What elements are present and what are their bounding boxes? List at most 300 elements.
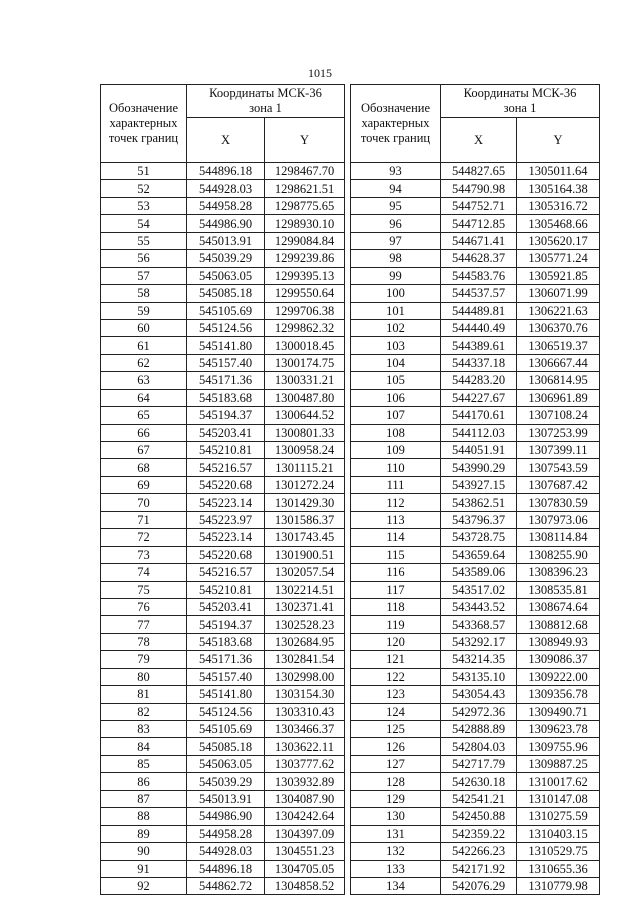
point-number-cell: 115 bbox=[351, 546, 441, 563]
y-coordinate-cell: 1310779.98 bbox=[517, 877, 600, 894]
x-coordinate-cell: 544928.03 bbox=[187, 180, 265, 197]
x-coordinate-cell: 543517.02 bbox=[441, 581, 517, 598]
point-number-cell: 92 bbox=[101, 877, 187, 894]
y-coordinate-cell: 1305620.17 bbox=[517, 232, 600, 249]
table-row bbox=[101, 407, 345, 424]
table-row bbox=[101, 773, 345, 790]
table-row bbox=[101, 564, 345, 581]
designation-header: Обозначение характерных точек границ bbox=[101, 85, 187, 163]
y-coordinate-cell: 1307253.99 bbox=[517, 424, 600, 441]
point-number-cell: 69 bbox=[101, 476, 187, 493]
y-coordinate-cell: 1309755.96 bbox=[517, 738, 600, 755]
point-number-cell: 74 bbox=[101, 564, 187, 581]
x-coordinate-cell: 543368.57 bbox=[441, 616, 517, 633]
table-row bbox=[351, 372, 600, 389]
y-coordinate-cell: 1303466.37 bbox=[265, 721, 345, 738]
table-row bbox=[351, 668, 600, 685]
y-header: Y bbox=[517, 118, 600, 163]
point-number-cell: 98 bbox=[351, 250, 441, 267]
y-coordinate-cell: 1307543.59 bbox=[517, 459, 600, 476]
table-row bbox=[101, 285, 345, 302]
table-row bbox=[351, 442, 600, 459]
table-row bbox=[101, 877, 345, 894]
y-coordinate-cell: 1302684.95 bbox=[265, 633, 345, 650]
table-row bbox=[351, 407, 600, 424]
point-number-cell: 124 bbox=[351, 703, 441, 720]
x-coordinate-cell: 545183.68 bbox=[187, 633, 265, 650]
table-row bbox=[101, 354, 345, 371]
x-coordinate-cell: 545157.40 bbox=[187, 354, 265, 371]
x-coordinate-cell: 545141.80 bbox=[187, 686, 265, 703]
coordinates-system-label: Координаты МСК-36 bbox=[209, 86, 322, 100]
x-coordinate-cell: 545183.68 bbox=[187, 389, 265, 406]
x-coordinate-cell: 542888.89 bbox=[441, 721, 517, 738]
y-coordinate-cell: 1306221.63 bbox=[517, 302, 600, 319]
y-coordinate-cell: 1305164.38 bbox=[517, 180, 600, 197]
table-body-right bbox=[351, 163, 600, 895]
coordinates-zone-label: зона 1 bbox=[503, 101, 537, 115]
table-row bbox=[351, 686, 600, 703]
table-row bbox=[351, 598, 600, 615]
y-coordinate-cell: 1309887.25 bbox=[517, 755, 600, 772]
x-coordinate-cell: 544489.81 bbox=[441, 302, 517, 319]
point-number-cell: 84 bbox=[101, 738, 187, 755]
x-coordinate-cell: 544628.37 bbox=[441, 250, 517, 267]
point-number-cell: 133 bbox=[351, 860, 441, 877]
table-row bbox=[351, 250, 600, 267]
x-coordinate-cell: 542076.29 bbox=[441, 877, 517, 894]
x-coordinate-cell: 544583.76 bbox=[441, 267, 517, 284]
page-number: 1015 bbox=[308, 66, 332, 80]
y-coordinate-cell: 1299084.84 bbox=[265, 232, 345, 249]
point-number-cell: 113 bbox=[351, 511, 441, 528]
point-number-cell: 121 bbox=[351, 651, 441, 668]
point-number-cell: 130 bbox=[351, 808, 441, 825]
point-number-cell: 88 bbox=[101, 808, 187, 825]
point-number-cell: 128 bbox=[351, 773, 441, 790]
y-coordinate-cell: 1300018.45 bbox=[265, 337, 345, 354]
x-coordinate-cell: 544752.71 bbox=[441, 197, 517, 214]
point-number-cell: 99 bbox=[351, 267, 441, 284]
y-coordinate-cell: 1306961.89 bbox=[517, 389, 600, 406]
y-coordinate-cell: 1300174.75 bbox=[265, 354, 345, 371]
y-coordinate-cell: 1302841.54 bbox=[265, 651, 345, 668]
x-coordinate-cell: 545220.68 bbox=[187, 476, 265, 493]
table-row bbox=[351, 721, 600, 738]
point-number-cell: 78 bbox=[101, 633, 187, 650]
x-coordinate-cell: 544170.61 bbox=[441, 407, 517, 424]
x-coordinate-cell: 545210.81 bbox=[187, 442, 265, 459]
point-number-cell: 80 bbox=[101, 668, 187, 685]
point-number-cell: 76 bbox=[101, 598, 187, 615]
x-coordinate-cell: 545063.05 bbox=[187, 755, 265, 772]
point-number-cell: 81 bbox=[101, 686, 187, 703]
y-coordinate-cell: 1300331.21 bbox=[265, 372, 345, 389]
point-number-cell: 61 bbox=[101, 337, 187, 354]
point-number-cell: 70 bbox=[101, 494, 187, 511]
table-row bbox=[351, 511, 600, 528]
point-number-cell: 72 bbox=[101, 529, 187, 546]
point-number-cell: 64 bbox=[101, 389, 187, 406]
point-number-cell: 119 bbox=[351, 616, 441, 633]
table-row bbox=[351, 424, 600, 441]
y-coordinate-cell: 1302214.51 bbox=[265, 581, 345, 598]
x-coordinate-cell: 544827.65 bbox=[441, 163, 517, 180]
x-coordinate-cell: 543862.51 bbox=[441, 494, 517, 511]
point-number-cell: 96 bbox=[351, 215, 441, 232]
table-row bbox=[101, 546, 345, 563]
x-header: X bbox=[187, 118, 265, 163]
x-coordinate-cell: 544537.57 bbox=[441, 285, 517, 302]
x-coordinate-cell: 544986.90 bbox=[187, 808, 265, 825]
table-row bbox=[351, 494, 600, 511]
coordinates-zone-label: зона 1 bbox=[249, 101, 282, 115]
coordinates-header bbox=[441, 85, 600, 118]
point-number-cell: 111 bbox=[351, 476, 441, 493]
x-coordinate-cell: 542630.18 bbox=[441, 773, 517, 790]
x-coordinate-cell: 542541.21 bbox=[441, 790, 517, 807]
x-coordinate-cell: 544896.18 bbox=[187, 163, 265, 180]
table-row bbox=[101, 250, 345, 267]
table-row bbox=[351, 285, 600, 302]
y-coordinate-cell: 1308535.81 bbox=[517, 581, 600, 598]
point-number-cell: 57 bbox=[101, 267, 187, 284]
point-number-cell: 95 bbox=[351, 197, 441, 214]
y-coordinate-cell: 1309086.37 bbox=[517, 651, 600, 668]
x-coordinate-cell: 542171.92 bbox=[441, 860, 517, 877]
table-row bbox=[101, 302, 345, 319]
coordinates-table-right bbox=[350, 84, 600, 895]
point-number-cell: 117 bbox=[351, 581, 441, 598]
y-coordinate-cell: 1305011.64 bbox=[517, 163, 600, 180]
x-coordinate-cell: 543659.64 bbox=[441, 546, 517, 563]
y-coordinate-cell: 1305316.72 bbox=[517, 197, 600, 214]
y-coordinate-cell: 1310529.75 bbox=[517, 843, 600, 860]
x-coordinate-cell: 544958.28 bbox=[187, 197, 265, 214]
x-coordinate-cell: 545063.05 bbox=[187, 267, 265, 284]
x-coordinate-cell: 544112.03 bbox=[441, 424, 517, 441]
x-coordinate-cell: 545171.36 bbox=[187, 651, 265, 668]
x-coordinate-cell: 545171.36 bbox=[187, 372, 265, 389]
point-number-cell: 89 bbox=[101, 825, 187, 842]
y-coordinate-cell: 1302528.23 bbox=[265, 616, 345, 633]
point-number-cell: 54 bbox=[101, 215, 187, 232]
point-number-cell: 134 bbox=[351, 877, 441, 894]
y-coordinate-cell: 1310147.08 bbox=[517, 790, 600, 807]
table-row bbox=[351, 738, 600, 755]
point-number-cell: 52 bbox=[101, 180, 187, 197]
point-number-cell: 83 bbox=[101, 721, 187, 738]
y-coordinate-cell: 1302371.41 bbox=[265, 598, 345, 615]
y-coordinate-cell: 1299239.86 bbox=[265, 250, 345, 267]
point-number-cell: 100 bbox=[351, 285, 441, 302]
table-row bbox=[101, 755, 345, 772]
point-number-cell: 129 bbox=[351, 790, 441, 807]
table-row bbox=[101, 389, 345, 406]
table-row bbox=[101, 476, 345, 493]
point-number-cell: 102 bbox=[351, 319, 441, 336]
x-coordinate-cell: 545203.41 bbox=[187, 598, 265, 615]
x-coordinate-cell: 545085.18 bbox=[187, 738, 265, 755]
table-row bbox=[351, 319, 600, 336]
y-coordinate-cell: 1303154.30 bbox=[265, 686, 345, 703]
x-coordinate-cell: 542717.79 bbox=[441, 755, 517, 772]
x-coordinate-cell: 544986.90 bbox=[187, 215, 265, 232]
y-coordinate-cell: 1301743.45 bbox=[265, 529, 345, 546]
table-row bbox=[351, 197, 600, 214]
table-row bbox=[101, 494, 345, 511]
table-row bbox=[351, 773, 600, 790]
table-row bbox=[101, 825, 345, 842]
point-number-cell: 73 bbox=[101, 546, 187, 563]
y-coordinate-cell: 1304242.64 bbox=[265, 808, 345, 825]
point-number-cell: 104 bbox=[351, 354, 441, 371]
y-coordinate-cell: 1301272.24 bbox=[265, 476, 345, 493]
designation-header: Обозначение характерных точек границ bbox=[351, 85, 441, 163]
x-coordinate-cell: 545216.57 bbox=[187, 564, 265, 581]
x-coordinate-cell: 545105.69 bbox=[187, 721, 265, 738]
x-coordinate-cell: 542359.22 bbox=[441, 825, 517, 842]
x-coordinate-cell: 545039.29 bbox=[187, 773, 265, 790]
table-row bbox=[351, 546, 600, 563]
point-number-cell: 120 bbox=[351, 633, 441, 650]
x-coordinate-cell: 545203.41 bbox=[187, 424, 265, 441]
point-number-cell: 90 bbox=[101, 843, 187, 860]
y-coordinate-cell: 1298775.65 bbox=[265, 197, 345, 214]
x-coordinate-cell: 545220.68 bbox=[187, 546, 265, 563]
point-number-cell: 116 bbox=[351, 564, 441, 581]
x-coordinate-cell: 545124.56 bbox=[187, 319, 265, 336]
x-coordinate-cell: 545194.37 bbox=[187, 616, 265, 633]
y-coordinate-cell: 1300958.24 bbox=[265, 442, 345, 459]
point-number-cell: 58 bbox=[101, 285, 187, 302]
table-row bbox=[351, 459, 600, 476]
x-header: X bbox=[441, 118, 517, 163]
x-coordinate-cell: 545013.91 bbox=[187, 232, 265, 249]
table-row bbox=[101, 686, 345, 703]
x-coordinate-cell: 545039.29 bbox=[187, 250, 265, 267]
table-row bbox=[101, 319, 345, 336]
table-row bbox=[101, 721, 345, 738]
y-coordinate-cell: 1308255.90 bbox=[517, 546, 600, 563]
table-row bbox=[101, 790, 345, 807]
y-coordinate-cell: 1306071.99 bbox=[517, 285, 600, 302]
table-row bbox=[101, 337, 345, 354]
x-coordinate-cell: 544440.49 bbox=[441, 319, 517, 336]
table-row bbox=[101, 197, 345, 214]
table-row bbox=[351, 581, 600, 598]
y-coordinate-cell: 1303310.43 bbox=[265, 703, 345, 720]
table-row bbox=[351, 529, 600, 546]
y-coordinate-cell: 1304858.52 bbox=[265, 877, 345, 894]
point-number-cell: 51 bbox=[101, 163, 187, 180]
table-row bbox=[351, 703, 600, 720]
x-coordinate-cell: 544896.18 bbox=[187, 860, 265, 877]
table-row bbox=[351, 616, 600, 633]
x-coordinate-cell: 544712.85 bbox=[441, 215, 517, 232]
table-row bbox=[101, 703, 345, 720]
table-row bbox=[351, 267, 600, 284]
table-row bbox=[351, 790, 600, 807]
x-coordinate-cell: 545223.14 bbox=[187, 529, 265, 546]
y-coordinate-cell: 1299862.32 bbox=[265, 319, 345, 336]
y-coordinate-cell: 1301115.21 bbox=[265, 459, 345, 476]
point-number-cell: 114 bbox=[351, 529, 441, 546]
y-coordinate-cell: 1307687.42 bbox=[517, 476, 600, 493]
y-coordinate-cell: 1308949.93 bbox=[517, 633, 600, 650]
point-number-cell: 86 bbox=[101, 773, 187, 790]
x-coordinate-cell: 543443.52 bbox=[441, 598, 517, 615]
table-row bbox=[351, 215, 600, 232]
coordinates-header bbox=[187, 85, 345, 118]
table-row bbox=[101, 616, 345, 633]
y-coordinate-cell: 1306814.95 bbox=[517, 372, 600, 389]
table-row bbox=[351, 180, 600, 197]
table-row bbox=[101, 808, 345, 825]
y-coordinate-cell: 1300487.80 bbox=[265, 389, 345, 406]
y-coordinate-cell: 1307108.24 bbox=[517, 407, 600, 424]
y-coordinate-cell: 1307830.59 bbox=[517, 494, 600, 511]
point-number-cell: 127 bbox=[351, 755, 441, 772]
y-coordinate-cell: 1306519.37 bbox=[517, 337, 600, 354]
point-number-cell: 93 bbox=[351, 163, 441, 180]
x-coordinate-cell: 543214.35 bbox=[441, 651, 517, 668]
point-number-cell: 77 bbox=[101, 616, 187, 633]
y-coordinate-cell: 1298467.70 bbox=[265, 163, 345, 180]
x-coordinate-cell: 542972.36 bbox=[441, 703, 517, 720]
y-coordinate-cell: 1307973.06 bbox=[517, 511, 600, 528]
y-coordinate-cell: 1304087.90 bbox=[265, 790, 345, 807]
x-coordinate-cell: 545223.14 bbox=[187, 494, 265, 511]
point-number-cell: 53 bbox=[101, 197, 187, 214]
point-number-cell: 91 bbox=[101, 860, 187, 877]
x-coordinate-cell: 545194.37 bbox=[187, 407, 265, 424]
y-coordinate-cell: 1305771.24 bbox=[517, 250, 600, 267]
y-header: Y bbox=[265, 118, 345, 163]
y-coordinate-cell: 1310655.36 bbox=[517, 860, 600, 877]
point-number-cell: 56 bbox=[101, 250, 187, 267]
point-number-cell: 59 bbox=[101, 302, 187, 319]
x-coordinate-cell: 545013.91 bbox=[187, 790, 265, 807]
point-number-cell: 68 bbox=[101, 459, 187, 476]
y-coordinate-cell: 1308812.68 bbox=[517, 616, 600, 633]
y-coordinate-cell: 1302998.00 bbox=[265, 668, 345, 685]
point-number-cell: 108 bbox=[351, 424, 441, 441]
table-row bbox=[351, 633, 600, 650]
y-coordinate-cell: 1304705.05 bbox=[265, 860, 345, 877]
table-row bbox=[351, 825, 600, 842]
y-coordinate-cell: 1303932.89 bbox=[265, 773, 345, 790]
table-row bbox=[101, 860, 345, 877]
table-row bbox=[351, 843, 600, 860]
y-coordinate-cell: 1308674.64 bbox=[517, 598, 600, 615]
y-coordinate-cell: 1309356.78 bbox=[517, 686, 600, 703]
point-number-cell: 82 bbox=[101, 703, 187, 720]
y-coordinate-cell: 1300644.52 bbox=[265, 407, 345, 424]
y-coordinate-cell: 1299395.13 bbox=[265, 267, 345, 284]
table-row bbox=[351, 302, 600, 319]
x-coordinate-cell: 544337.18 bbox=[441, 354, 517, 371]
point-number-cell: 65 bbox=[101, 407, 187, 424]
y-coordinate-cell: 1300801.33 bbox=[265, 424, 345, 441]
y-coordinate-cell: 1308396.23 bbox=[517, 564, 600, 581]
y-coordinate-cell: 1301900.51 bbox=[265, 546, 345, 563]
y-coordinate-cell: 1303777.62 bbox=[265, 755, 345, 772]
y-coordinate-cell: 1309623.78 bbox=[517, 721, 600, 738]
table-row bbox=[101, 180, 345, 197]
x-coordinate-cell: 545216.57 bbox=[187, 459, 265, 476]
y-coordinate-cell: 1302057.54 bbox=[265, 564, 345, 581]
point-number-cell: 132 bbox=[351, 843, 441, 860]
table-row bbox=[101, 529, 345, 546]
table-row bbox=[351, 564, 600, 581]
y-coordinate-cell: 1299550.64 bbox=[265, 285, 345, 302]
table-row bbox=[351, 860, 600, 877]
x-coordinate-cell: 545124.56 bbox=[187, 703, 265, 720]
x-coordinate-cell: 543728.75 bbox=[441, 529, 517, 546]
x-coordinate-cell: 545105.69 bbox=[187, 302, 265, 319]
point-number-cell: 87 bbox=[101, 790, 187, 807]
point-number-cell: 71 bbox=[101, 511, 187, 528]
table-row bbox=[351, 354, 600, 371]
x-coordinate-cell: 543054.43 bbox=[441, 686, 517, 703]
table-row bbox=[101, 843, 345, 860]
x-coordinate-cell: 544928.03 bbox=[187, 843, 265, 860]
table-row bbox=[351, 476, 600, 493]
x-coordinate-cell: 544671.41 bbox=[441, 232, 517, 249]
table-row bbox=[101, 215, 345, 232]
point-number-cell: 118 bbox=[351, 598, 441, 615]
table-row bbox=[351, 808, 600, 825]
table-row bbox=[351, 877, 600, 894]
coordinates-table-left bbox=[100, 84, 345, 895]
point-number-cell: 67 bbox=[101, 442, 187, 459]
table-row bbox=[101, 738, 345, 755]
table-row bbox=[351, 755, 600, 772]
point-number-cell: 62 bbox=[101, 354, 187, 371]
table-row bbox=[101, 424, 345, 441]
y-coordinate-cell: 1306667.44 bbox=[517, 354, 600, 371]
point-number-cell: 112 bbox=[351, 494, 441, 511]
x-coordinate-cell: 543927.15 bbox=[441, 476, 517, 493]
point-number-cell: 66 bbox=[101, 424, 187, 441]
table-row bbox=[101, 651, 345, 668]
x-coordinate-cell: 542450.88 bbox=[441, 808, 517, 825]
table-body-left bbox=[101, 163, 345, 895]
point-number-cell: 103 bbox=[351, 337, 441, 354]
y-coordinate-cell: 1304397.09 bbox=[265, 825, 345, 842]
point-number-cell: 106 bbox=[351, 389, 441, 406]
point-number-cell: 126 bbox=[351, 738, 441, 755]
table-row bbox=[101, 163, 345, 180]
table-row bbox=[101, 459, 345, 476]
x-coordinate-cell: 543796.37 bbox=[441, 511, 517, 528]
point-number-cell: 75 bbox=[101, 581, 187, 598]
y-coordinate-cell: 1306370.76 bbox=[517, 319, 600, 336]
table-row bbox=[351, 163, 600, 180]
point-number-cell: 101 bbox=[351, 302, 441, 319]
x-coordinate-cell: 545223.97 bbox=[187, 511, 265, 528]
y-coordinate-cell: 1303622.11 bbox=[265, 738, 345, 755]
table-row bbox=[101, 372, 345, 389]
point-number-cell: 109 bbox=[351, 442, 441, 459]
table-row bbox=[101, 267, 345, 284]
point-number-cell: 123 bbox=[351, 686, 441, 703]
y-coordinate-cell: 1309222.00 bbox=[517, 668, 600, 685]
x-coordinate-cell: 543135.10 bbox=[441, 668, 517, 685]
x-coordinate-cell: 544051.91 bbox=[441, 442, 517, 459]
table-row bbox=[101, 442, 345, 459]
